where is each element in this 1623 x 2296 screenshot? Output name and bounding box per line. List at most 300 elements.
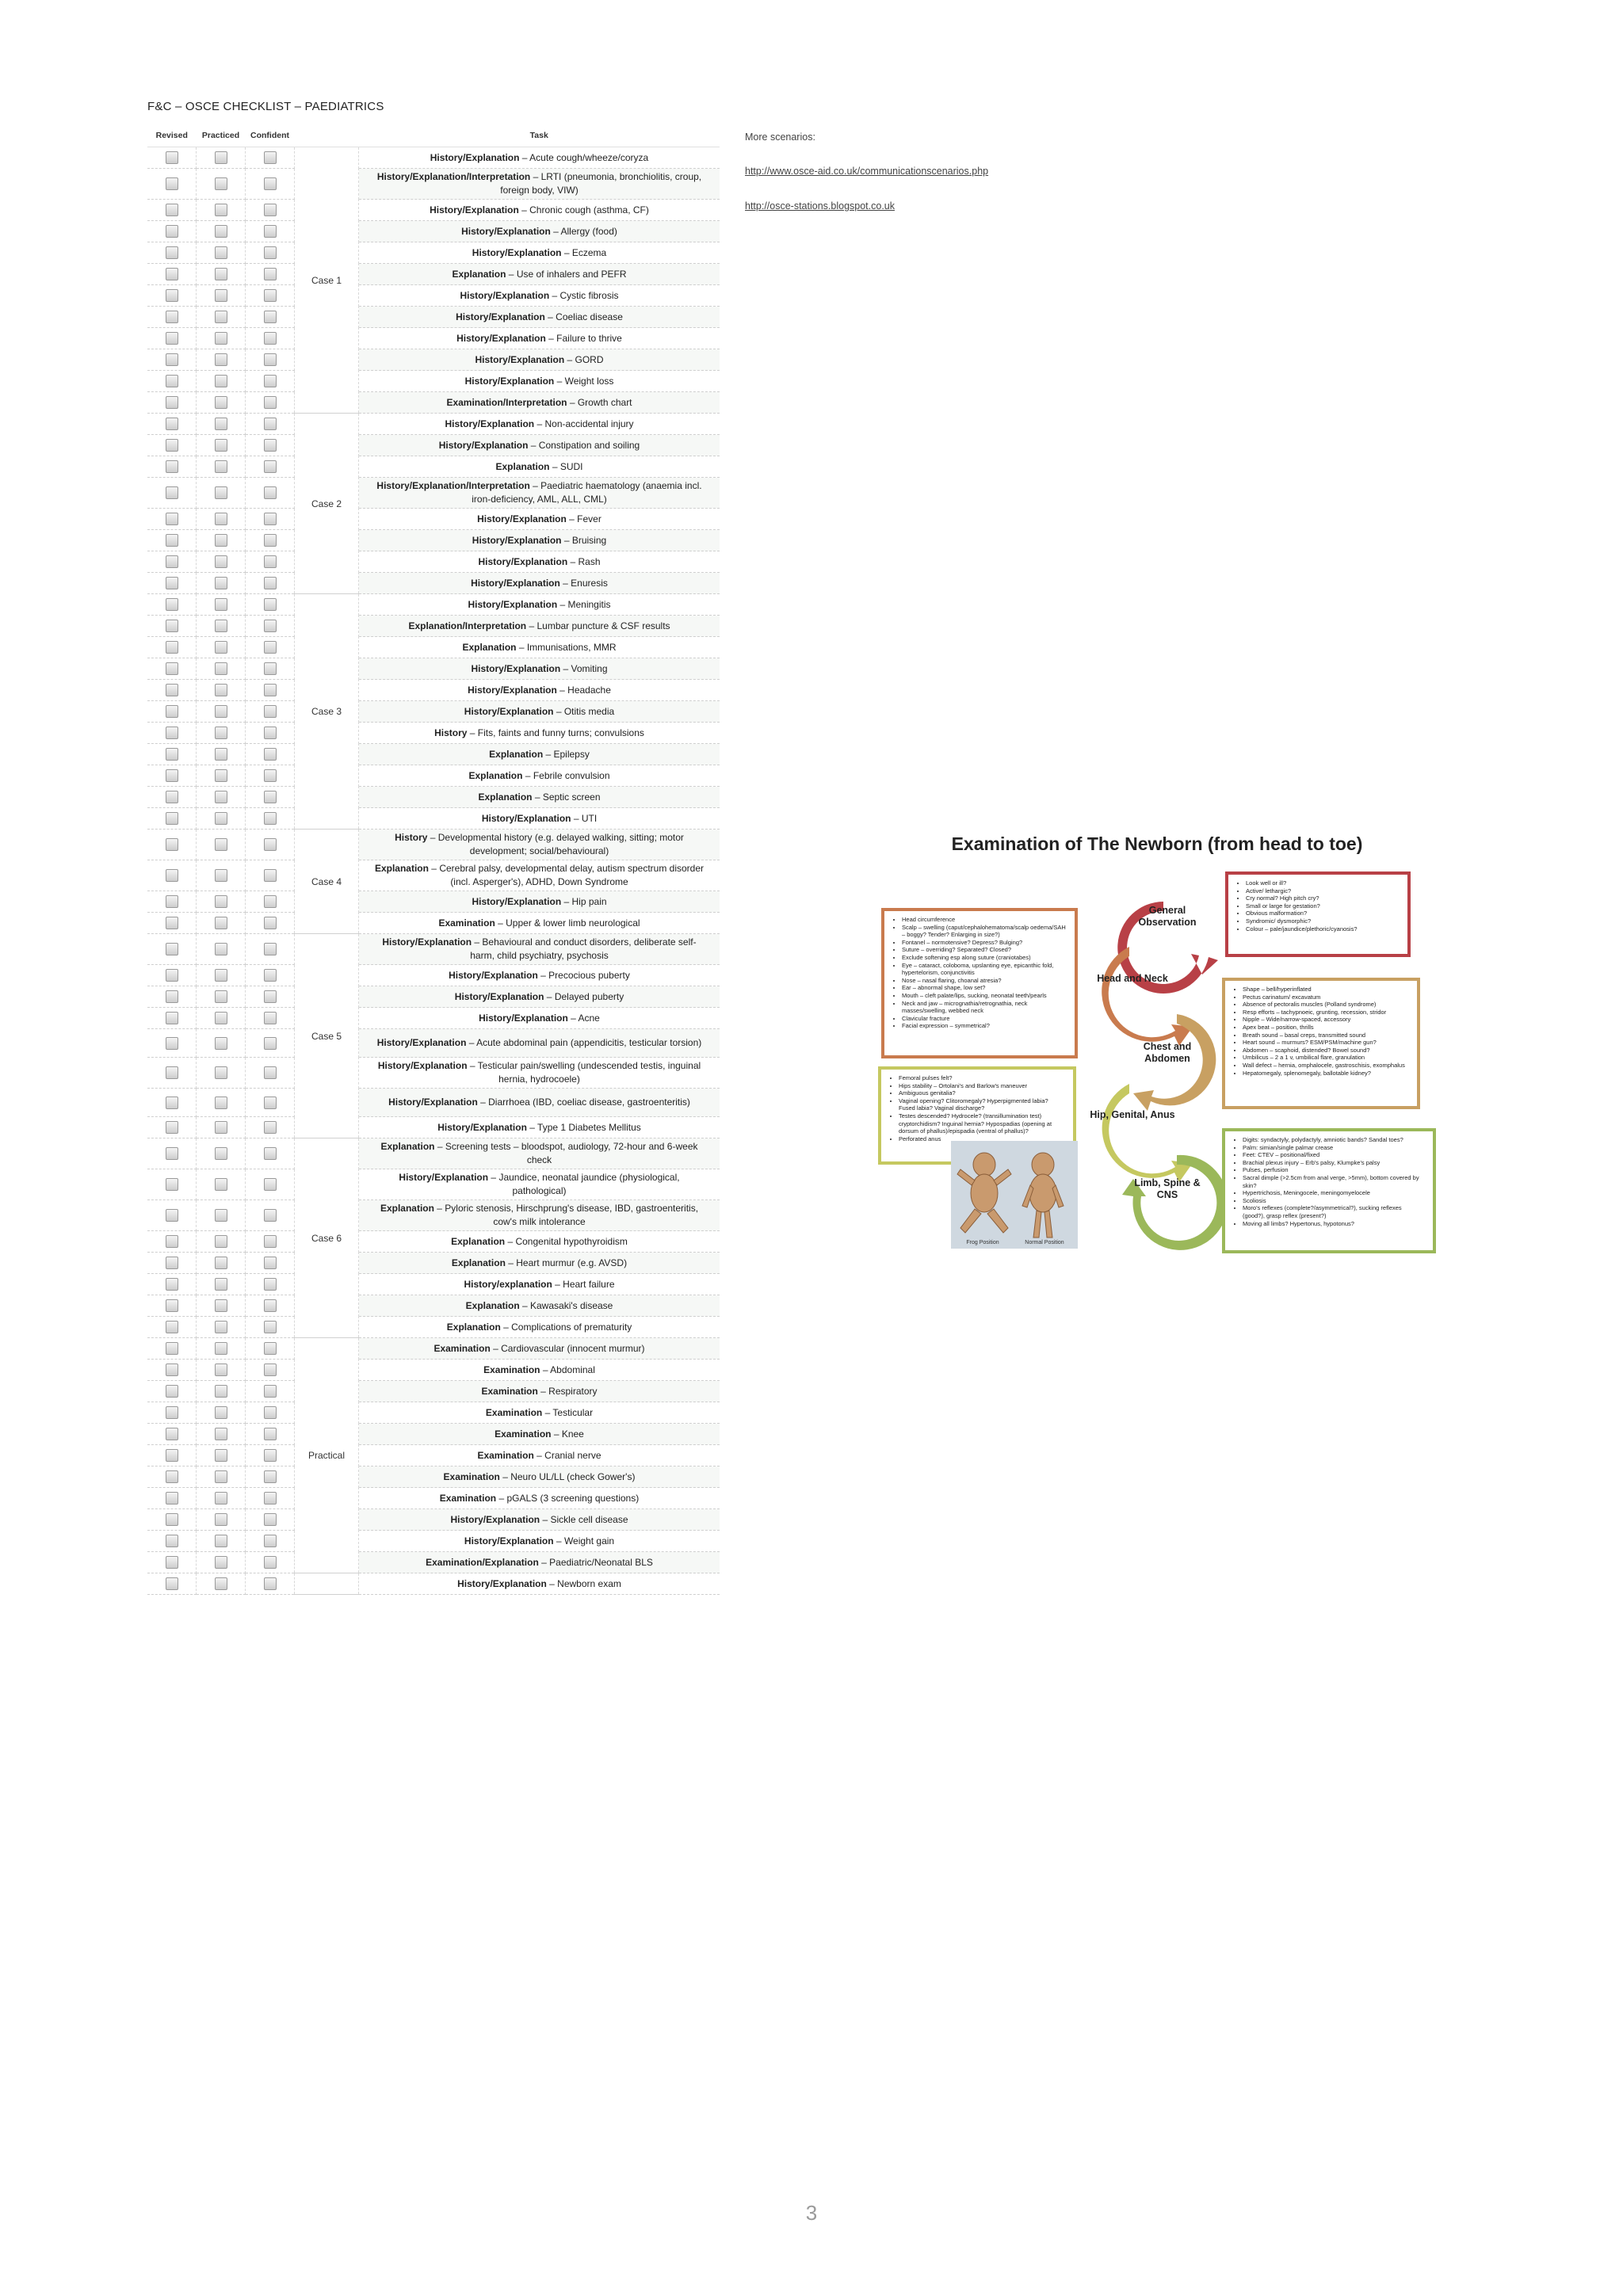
practiced-checkbox[interactable]	[215, 375, 227, 387]
practiced-checkbox[interactable]	[215, 641, 227, 654]
confident-checkbox[interactable]	[264, 812, 277, 825]
practiced-checkbox[interactable]	[215, 486, 227, 499]
table-row	[147, 594, 720, 616]
revised-cell	[147, 1029, 197, 1058]
confident-checkbox[interactable]	[264, 1577, 277, 1590]
task-topic: SUDI	[559, 460, 583, 472]
task-cell: History – Developmental history (e.g. delayed walking, sitting; motor development; social/behavioural)	[359, 830, 720, 860]
chest-and-abdomen-box	[1222, 978, 1420, 1109]
checklist-point: • Active/ lethargic?	[1246, 887, 1400, 895]
revised-checkbox[interactable]	[166, 1209, 178, 1222]
practiced-checkbox[interactable]	[215, 705, 227, 718]
checklist-point: • Exclude softening esp along suture (craniotabes)	[902, 954, 1067, 962]
revised-cell	[147, 986, 197, 1008]
confident-checkbox[interactable]	[264, 534, 277, 547]
confident-checkbox[interactable]	[264, 289, 277, 302]
practiced-cell	[197, 1360, 246, 1381]
confident-checkbox[interactable]	[264, 1321, 277, 1333]
practiced-checkbox[interactable]	[215, 332, 227, 345]
revised-checkbox[interactable]	[166, 705, 178, 718]
column-header-revised: Revised	[147, 124, 197, 147]
practiced-checkbox[interactable]	[215, 1406, 227, 1419]
practiced-checkbox[interactable]	[215, 1278, 227, 1291]
task-cell: Explanation – Cerebral palsy, developmental delay, autism spectrum disorder (incl. Asperger's), ADHD, Down Syndrome	[359, 860, 720, 891]
revised-checkbox[interactable]	[166, 990, 178, 1003]
revised-cell	[147, 242, 197, 264]
revised-checkbox[interactable]	[166, 1299, 178, 1312]
practiced-checkbox[interactable]	[215, 513, 227, 525]
practiced-checkbox[interactable]	[215, 534, 227, 547]
confident-checkbox[interactable]	[264, 1178, 277, 1191]
revised-checkbox[interactable]	[166, 204, 178, 216]
practiced-cell	[197, 1274, 246, 1295]
confident-cell	[246, 169, 295, 200]
practiced-checkbox[interactable]	[215, 1385, 227, 1398]
checklist-point: • Nipple – Wide/narrow-spaced, accessory	[1243, 1016, 1409, 1024]
task-cell: Explanation – Epilepsy	[359, 744, 720, 765]
practiced-checkbox[interactable]	[215, 598, 227, 611]
task-cell: Explanation – SUDI	[359, 456, 720, 478]
practiced-cell	[197, 913, 246, 934]
task-cell: History/Explanation – Vomiting	[359, 658, 720, 680]
confident-checkbox[interactable]	[264, 246, 277, 259]
confident-checkbox[interactable]	[264, 1012, 277, 1024]
revised-checkbox[interactable]	[166, 289, 178, 302]
revised-checkbox[interactable]	[166, 917, 178, 929]
confident-cell	[246, 478, 295, 509]
confident-cell	[246, 1466, 295, 1488]
practiced-checkbox[interactable]	[215, 838, 227, 851]
task-topic: Testicular	[552, 1406, 594, 1418]
confident-checkbox[interactable]	[264, 943, 277, 955]
practiced-checkbox[interactable]	[215, 577, 227, 589]
task-topic: Congenital hypothyroidism	[515, 1235, 628, 1247]
practiced-checkbox[interactable]	[215, 1577, 227, 1590]
revised-checkbox[interactable]	[166, 943, 178, 955]
confident-checkbox[interactable]	[264, 1513, 277, 1526]
practiced-checkbox[interactable]	[215, 1342, 227, 1355]
confident-checkbox[interactable]	[264, 1556, 277, 1569]
revised-checkbox[interactable]	[166, 1406, 178, 1419]
task-topic: Heart murmur (e.g. AVSD)	[516, 1257, 628, 1268]
confident-checkbox[interactable]	[264, 1037, 277, 1050]
practiced-checkbox[interactable]	[215, 1428, 227, 1440]
revised-checkbox[interactable]	[166, 577, 178, 589]
task-cell: Examination – Knee	[359, 1424, 720, 1445]
confident-checkbox[interactable]	[264, 577, 277, 589]
practiced-checkbox[interactable]	[215, 917, 227, 929]
confident-cell	[246, 435, 295, 456]
confident-checkbox[interactable]	[264, 1492, 277, 1505]
revised-checkbox[interactable]	[166, 1428, 178, 1440]
practiced-checkbox[interactable]	[215, 769, 227, 782]
checklist-point: • Small or large for gestation?	[1246, 902, 1400, 910]
task-cell: Examination – Cardiovascular (innocent murmur)	[359, 1338, 720, 1360]
practiced-checkbox[interactable]	[215, 1535, 227, 1547]
revised-cell	[147, 1008, 197, 1029]
revised-cell	[147, 573, 197, 594]
osce-stations-link[interactable]: http://osce-stations.blogspot.co.uk	[745, 200, 895, 212]
practiced-checkbox[interactable]	[215, 439, 227, 452]
revised-checkbox[interactable]	[166, 151, 178, 164]
practiced-checkbox[interactable]	[215, 1257, 227, 1269]
practiced-checkbox[interactable]	[215, 1556, 227, 1569]
confident-checkbox[interactable]	[264, 1299, 277, 1312]
confident-checkbox[interactable]	[264, 353, 277, 366]
confident-checkbox[interactable]	[264, 1278, 277, 1291]
task-type: History/Explanation	[471, 662, 561, 674]
confident-checkbox[interactable]	[264, 1209, 277, 1222]
task-topic: Allergy (food)	[560, 225, 617, 237]
revised-cell	[147, 1089, 197, 1117]
table-row	[147, 573, 720, 594]
revised-checkbox[interactable]	[166, 969, 178, 982]
task-type: History/Explanation	[475, 353, 565, 365]
revised-checkbox[interactable]	[166, 684, 178, 696]
practiced-checkbox[interactable]	[215, 791, 227, 803]
revised-checkbox[interactable]	[166, 727, 178, 739]
revised-checkbox[interactable]	[166, 439, 178, 452]
revised-checkbox[interactable]	[166, 353, 178, 366]
task-topic: Septic screen	[542, 791, 601, 803]
stage-chest-and-abdomen: Chest and Abdomen	[1143, 1041, 1192, 1064]
revised-checkbox[interactable]	[166, 1097, 178, 1109]
confident-checkbox[interactable]	[264, 791, 277, 803]
task-cell: Examination/Interpretation – Growth chart	[359, 392, 720, 414]
revised-checkbox[interactable]	[166, 513, 178, 525]
revised-checkbox[interactable]	[166, 1321, 178, 1333]
table-row	[147, 530, 720, 551]
confident-checkbox[interactable]	[264, 748, 277, 761]
confident-checkbox[interactable]	[264, 641, 277, 654]
practiced-checkbox[interactable]	[215, 1449, 227, 1462]
confident-checkbox[interactable]	[264, 1235, 277, 1248]
practiced-checkbox[interactable]	[215, 1299, 227, 1312]
revised-checkbox[interactable]	[166, 1470, 178, 1483]
revised-checkbox[interactable]	[166, 1066, 178, 1079]
confident-checkbox[interactable]	[264, 1449, 277, 1462]
task-type: History/Explanation	[449, 969, 538, 981]
practiced-checkbox[interactable]	[215, 1513, 227, 1526]
practiced-cell	[197, 787, 246, 808]
revised-checkbox[interactable]	[166, 225, 178, 238]
confident-checkbox[interactable]	[264, 869, 277, 882]
practiced-checkbox[interactable]	[215, 812, 227, 825]
revised-checkbox[interactable]	[166, 177, 178, 190]
task-type: History/explanation	[464, 1278, 552, 1290]
confident-checkbox[interactable]	[264, 895, 277, 908]
practiced-checkbox[interactable]	[215, 460, 227, 473]
practiced-checkbox[interactable]	[215, 151, 227, 164]
confident-checkbox[interactable]	[264, 486, 277, 499]
practiced-cell	[197, 478, 246, 509]
practiced-checkbox[interactable]	[215, 353, 227, 366]
confident-checkbox[interactable]	[264, 990, 277, 1003]
revised-checkbox[interactable]	[166, 1363, 178, 1376]
table-row	[147, 1274, 720, 1295]
practiced-checkbox[interactable]	[215, 1321, 227, 1333]
confident-checkbox[interactable]	[264, 268, 277, 280]
revised-checkbox[interactable]	[166, 748, 178, 761]
revised-checkbox[interactable]	[166, 620, 178, 632]
stage-limb-spine-cns: Limb, Spine & CNS	[1134, 1177, 1201, 1200]
revised-checkbox[interactable]	[166, 460, 178, 473]
practiced-checkbox[interactable]	[215, 969, 227, 982]
practiced-checkbox[interactable]	[215, 620, 227, 632]
task-type: History/Explanation/Interpretation	[376, 171, 531, 182]
confident-checkbox[interactable]	[264, 513, 277, 525]
table-row	[147, 680, 720, 701]
confident-checkbox[interactable]	[264, 917, 277, 929]
task-type: History/Explanation	[438, 439, 529, 451]
task-topic: Developmental history (e.g. delayed walking, sitting; motor development; social/behavioural)	[437, 832, 684, 856]
confident-checkbox[interactable]	[264, 225, 277, 238]
practiced-checkbox[interactable]	[215, 289, 227, 302]
practiced-checkbox[interactable]	[215, 684, 227, 696]
practiced-checkbox[interactable]	[215, 1470, 227, 1483]
task-type: History/Explanation	[464, 705, 554, 717]
confident-cell	[246, 307, 295, 328]
revised-checkbox[interactable]	[166, 1492, 178, 1505]
revised-checkbox[interactable]	[166, 1577, 178, 1590]
checklist-point: • Ear – abnormal shape, low set?	[902, 984, 1067, 992]
revised-checkbox[interactable]	[166, 1178, 178, 1191]
task-type: Explanation	[374, 863, 429, 874]
revised-checkbox[interactable]	[166, 598, 178, 611]
revised-checkbox[interactable]	[166, 555, 178, 568]
table-row	[147, 435, 720, 456]
task-cell: History/Explanation – Weight loss	[359, 371, 720, 392]
practiced-cell	[197, 986, 246, 1008]
confident-checkbox[interactable]	[264, 838, 277, 851]
table-row	[147, 986, 720, 1008]
column-header-confident: Confident	[246, 124, 295, 147]
confident-checkbox[interactable]	[264, 727, 277, 739]
task-cell: History/Explanation/Interpretation – Paediatric haematology (anaemia incl. iron-deficiency, AML, ALL, CML)	[359, 478, 720, 509]
confident-cell	[246, 1253, 295, 1274]
practiced-checkbox[interactable]	[215, 204, 227, 216]
revised-checkbox[interactable]	[166, 791, 178, 803]
confident-checkbox[interactable]	[264, 375, 277, 387]
practiced-checkbox[interactable]	[215, 662, 227, 675]
confident-checkbox[interactable]	[264, 705, 277, 718]
practiced-checkbox[interactable]	[215, 311, 227, 323]
confident-checkbox[interactable]	[264, 1470, 277, 1483]
practiced-checkbox[interactable]	[215, 1363, 227, 1376]
task-topic: Acute cough/wheeze/coryza	[529, 151, 649, 163]
revised-checkbox[interactable]	[166, 1147, 178, 1160]
task-type: History/Explanation	[471, 577, 560, 589]
confident-checkbox[interactable]	[264, 684, 277, 696]
task-topic: Paediatric haematology (anaemia incl. iron-deficiency, AML, ALL, CML)	[472, 480, 702, 505]
practiced-cell	[197, 1381, 246, 1402]
confident-checkbox[interactable]	[264, 204, 277, 216]
newborn-diagram-title: Examination of The Newborn (from head to toe)	[951, 833, 1363, 854]
practiced-checkbox[interactable]	[215, 396, 227, 409]
practiced-checkbox[interactable]	[215, 1037, 227, 1050]
confident-cell	[246, 701, 295, 723]
practiced-checkbox[interactable]	[215, 555, 227, 568]
table-row	[147, 1381, 720, 1402]
practiced-checkbox[interactable]	[215, 1235, 227, 1248]
checklist-body	[147, 147, 720, 1595]
revised-checkbox[interactable]	[166, 396, 178, 409]
revised-checkbox[interactable]	[166, 375, 178, 387]
case-label: Case 5	[295, 934, 359, 1138]
practiced-checkbox[interactable]	[215, 1209, 227, 1222]
table-row	[147, 1117, 720, 1138]
confident-checkbox[interactable]	[264, 1406, 277, 1419]
revised-checkbox[interactable]	[166, 418, 178, 430]
confident-checkbox[interactable]	[264, 460, 277, 473]
revised-checkbox[interactable]	[166, 1278, 178, 1291]
practiced-checkbox[interactable]	[215, 1178, 227, 1191]
task-type: Examination	[485, 1406, 543, 1418]
confident-checkbox[interactable]	[264, 1535, 277, 1547]
revised-checkbox[interactable]	[166, 769, 178, 782]
revised-checkbox[interactable]	[166, 838, 178, 851]
confident-checkbox[interactable]	[264, 555, 277, 568]
confident-cell	[246, 830, 295, 860]
revised-checkbox[interactable]	[166, 486, 178, 499]
confident-checkbox[interactable]	[264, 439, 277, 452]
revised-checkbox[interactable]	[166, 1012, 178, 1024]
practiced-checkbox[interactable]	[215, 869, 227, 882]
confident-checkbox[interactable]	[264, 1257, 277, 1269]
task-topic: Delayed puberty	[554, 990, 624, 1002]
revised-checkbox[interactable]	[166, 332, 178, 345]
revised-checkbox[interactable]	[166, 1235, 178, 1248]
revised-checkbox[interactable]	[166, 534, 178, 547]
confident-checkbox[interactable]	[264, 396, 277, 409]
confident-checkbox[interactable]	[264, 1121, 277, 1134]
revised-checkbox[interactable]	[166, 1556, 178, 1569]
task-cell: Examination – Cranial nerve	[359, 1445, 720, 1466]
checklist-point: • Facial expression – symmetrical?	[902, 1022, 1067, 1030]
revised-checkbox[interactable]	[166, 311, 178, 323]
practiced-checkbox[interactable]	[215, 246, 227, 259]
confident-checkbox[interactable]	[264, 311, 277, 323]
confident-checkbox[interactable]	[264, 177, 277, 190]
osce-aid-link[interactable]: http://www.osce-aid.co.uk/communicationscenarios.php	[745, 166, 989, 177]
confident-checkbox[interactable]	[264, 969, 277, 982]
practiced-checkbox[interactable]	[215, 943, 227, 955]
revised-checkbox[interactable]	[166, 1535, 178, 1547]
task-cell: Explanation – Febrile convulsion	[359, 765, 720, 787]
revised-checkbox[interactable]	[166, 869, 178, 882]
confident-cell	[246, 765, 295, 787]
revised-cell	[147, 1381, 197, 1402]
confident-cell	[246, 1381, 295, 1402]
practiced-checkbox[interactable]	[215, 990, 227, 1003]
revised-cell	[147, 1488, 197, 1509]
table-row	[147, 744, 720, 765]
confident-checkbox[interactable]	[264, 662, 277, 675]
confident-cell	[246, 1552, 295, 1573]
table-row	[147, 1295, 720, 1317]
revised-checkbox[interactable]	[166, 895, 178, 908]
practiced-checkbox[interactable]	[215, 1121, 227, 1134]
task-topic: Rash	[578, 555, 601, 567]
practiced-checkbox[interactable]	[215, 177, 227, 190]
revised-cell	[147, 680, 197, 701]
task-type: History/Explanation	[477, 513, 567, 524]
revised-cell	[147, 392, 197, 414]
task-cell: History/Explanation – Headache	[359, 680, 720, 701]
confident-checkbox[interactable]	[264, 1428, 277, 1440]
revised-checkbox[interactable]	[166, 641, 178, 654]
column-header-practiced: Practiced	[197, 124, 246, 147]
task-type: History/Explanation	[456, 332, 546, 344]
task-cell: History/Explanation – GORD	[359, 349, 720, 371]
practiced-checkbox[interactable]	[215, 1012, 227, 1024]
confident-checkbox[interactable]	[264, 769, 277, 782]
revised-checkbox[interactable]	[166, 1385, 178, 1398]
revised-checkbox[interactable]	[166, 1257, 178, 1269]
confident-checkbox[interactable]	[264, 598, 277, 611]
revised-checkbox[interactable]	[166, 246, 178, 259]
practiced-cell	[197, 1058, 246, 1089]
revised-checkbox[interactable]	[166, 268, 178, 280]
practiced-checkbox[interactable]	[215, 225, 227, 238]
confident-cell	[246, 891, 295, 913]
practiced-checkbox[interactable]	[215, 1147, 227, 1160]
confident-checkbox[interactable]	[264, 620, 277, 632]
confident-cell	[246, 1402, 295, 1424]
practiced-checkbox[interactable]	[215, 418, 227, 430]
confident-checkbox[interactable]	[264, 1385, 277, 1398]
revised-checkbox[interactable]	[166, 1121, 178, 1134]
revised-checkbox[interactable]	[166, 812, 178, 825]
practiced-checkbox[interactable]	[215, 895, 227, 908]
table-row	[147, 1573, 720, 1595]
confident-checkbox[interactable]	[264, 1066, 277, 1079]
practiced-checkbox[interactable]	[215, 268, 227, 280]
practiced-cell	[197, 891, 246, 913]
practiced-checkbox[interactable]	[215, 1066, 227, 1079]
confident-checkbox[interactable]	[264, 1147, 277, 1160]
revised-cell	[147, 169, 197, 200]
practiced-checkbox[interactable]	[215, 748, 227, 761]
task-type: Examination/Interpretation	[446, 396, 567, 408]
revised-checkbox[interactable]	[166, 1513, 178, 1526]
task-cell: Explanation – Use of inhalers and PEFR	[359, 264, 720, 285]
revised-cell	[147, 200, 197, 221]
practiced-checkbox[interactable]	[215, 1492, 227, 1505]
practiced-checkbox[interactable]	[215, 1097, 227, 1109]
revised-cell	[147, 1509, 197, 1531]
confident-checkbox[interactable]	[264, 418, 277, 430]
practiced-checkbox[interactable]	[215, 727, 227, 739]
task-type: Examination	[439, 1492, 497, 1504]
revised-checkbox[interactable]	[166, 1449, 178, 1462]
revised-cell	[147, 1445, 197, 1466]
revised-checkbox[interactable]	[166, 1342, 178, 1355]
confident-cell	[246, 242, 295, 264]
revised-cell	[147, 1253, 197, 1274]
table-row	[147, 860, 720, 891]
revised-cell	[147, 934, 197, 965]
confident-checkbox[interactable]	[264, 151, 277, 164]
revised-checkbox[interactable]	[166, 662, 178, 675]
confident-checkbox[interactable]	[264, 1363, 277, 1376]
confident-checkbox[interactable]	[264, 1342, 277, 1355]
task-type: History/Explanation	[388, 1097, 478, 1108]
confident-checkbox[interactable]	[264, 332, 277, 345]
revised-checkbox[interactable]	[166, 1037, 178, 1050]
confident-checkbox[interactable]	[264, 1097, 277, 1109]
checklist-point: • Brachial plexus injury – Erb's palsy, Klumpke's palsy	[1243, 1159, 1425, 1167]
